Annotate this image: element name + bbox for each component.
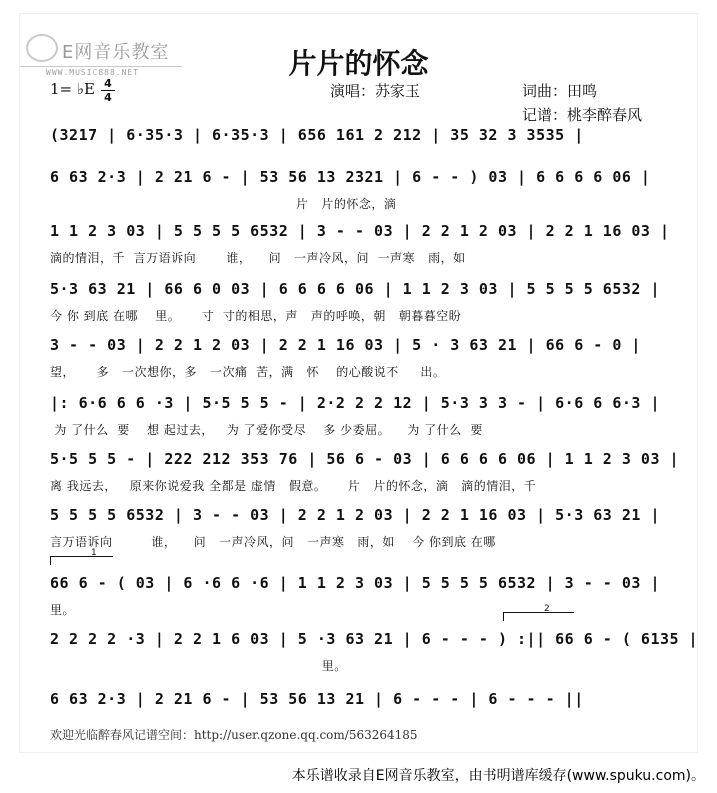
row-notes: 6 63 2·3 | 2 21 6 - | 53 56 13 2321 | 6 - - ) 03 | 6 6 6 6 06 | <box>50 168 651 186</box>
logo-text: E网音乐教室 <box>62 42 170 63</box>
row-lyrics: 离 我远去， 原来你说爱我 全都是 虚情 假意。 片 片的怀念，滴 滴的情泪，千 <box>50 479 537 493</box>
volta-1-label: 1 <box>91 548 97 558</box>
logo-url: WWW.MUSIC888.NET <box>46 68 140 77</box>
row-lyrics: 为 了什么 要 想 起过去， 为 了爱你受尽 多 少委屈。 为 了什么 要 <box>50 423 483 437</box>
source-attribution: 本乐谱收录自E网音乐教室，由书明谱库缓存(www.spuku.com)。 <box>291 768 705 784</box>
volta-2-label: 2 <box>544 604 550 614</box>
row-lyrics: 望， 多 一次想你，多 一次痛 苦，满 怀 的心酸说不 出。 <box>50 365 446 379</box>
row-lyrics: 里。 <box>50 659 347 673</box>
row-notes: 3 - - 03 | 2 2 1 2 03 | 2 2 1 16 03 | 5 · 3 63 21 | 66 6 - 0 | <box>50 336 641 354</box>
time-signature-bottom: 4 <box>104 91 112 104</box>
row-notes: 5·5 5 5 - | 222 212 353 76 | 56 6 - 03 | 6 6 6 6 06 | 1 1 2 3 03 | <box>50 450 680 468</box>
time-signature <box>101 78 115 103</box>
volta-1-bracket <box>50 548 113 565</box>
row-lyrics: 言万语诉向 谁， 问 一声冷风，问 一声寒 雨，如 今 你到底 在哪 <box>50 535 496 549</box>
row-notes: 6 63 2·3 | 2 21 6 - | 53 56 13 21 | 6 - - - | 6 - - - || <box>50 690 584 708</box>
row-notes: 5·3 63 21 | 66 6 0 03 | 6 6 6 6 06 | 1 1 2 3 03 | 5 5 5 5 6532 | <box>50 280 660 298</box>
row-notes: 2 2 2 2 ·3 | 2 2 1 6 03 | 5 ·3 63 21 | 6 - - - ) :|| 66 6 - ( 6135 | <box>50 630 699 648</box>
row-notes: (3217 | 6·35·3 | 6·35·3 | 656 161 2 212 | 35 32 3 3535 | <box>50 126 584 144</box>
singer-credit: 演唱：苏家玉 <box>330 82 421 100</box>
song-title: 片片的怀念 <box>288 47 429 80</box>
row-lyrics: 今 你 到底 在哪 里。 寸 寸的相思，声 声的呼唤，朝 朝暮暮空盼 <box>50 309 462 323</box>
row-notes: |: 6·6 6 6 ·3 | 5·5 5 5 - | 2·2 2 2 12 | 5·3 3 3 - | 6·6 6 6·3 | <box>50 394 660 412</box>
row-lyrics: 里。 <box>50 603 76 617</box>
time-signature-top: 4 <box>104 77 112 90</box>
row-lyrics: 滴的情泪，千 言万语诉向 谁， 问 一声冷风，问 一声寒 雨，如 <box>50 251 466 265</box>
row-notes: 5 5 5 5 6532 | 3 - - 03 | 2 2 1 2 03 | 2 2 1 16 03 | 5·3 63 21 | <box>50 506 660 524</box>
transcriber-credit: 记谱：桃李醉春风 <box>522 106 643 124</box>
row-notes: 66 6 - ( 03 | 6 ·6 6 ·6 | 1 1 2 3 03 | 5 5 5 5 6532 | 3 - - 03 | <box>50 574 660 592</box>
key-signature: 1= ♭E <box>50 80 95 98</box>
row-lyrics: 片 片的怀念，滴 <box>50 197 397 211</box>
transcriber-space-link[interactable]: 欢迎光临醉春风记谱空间：http://user.qzone.qq.com/563264185 <box>50 728 418 742</box>
row-notes: 1 1 2 3 03 | 5 5 5 5 6532 | 3 - - 03 | 2 2 1 2 03 | 2 2 1 16 03 | <box>50 222 670 240</box>
volta-2-bracket <box>503 604 574 621</box>
composer-credit: 词曲：田鸣 <box>522 82 598 100</box>
